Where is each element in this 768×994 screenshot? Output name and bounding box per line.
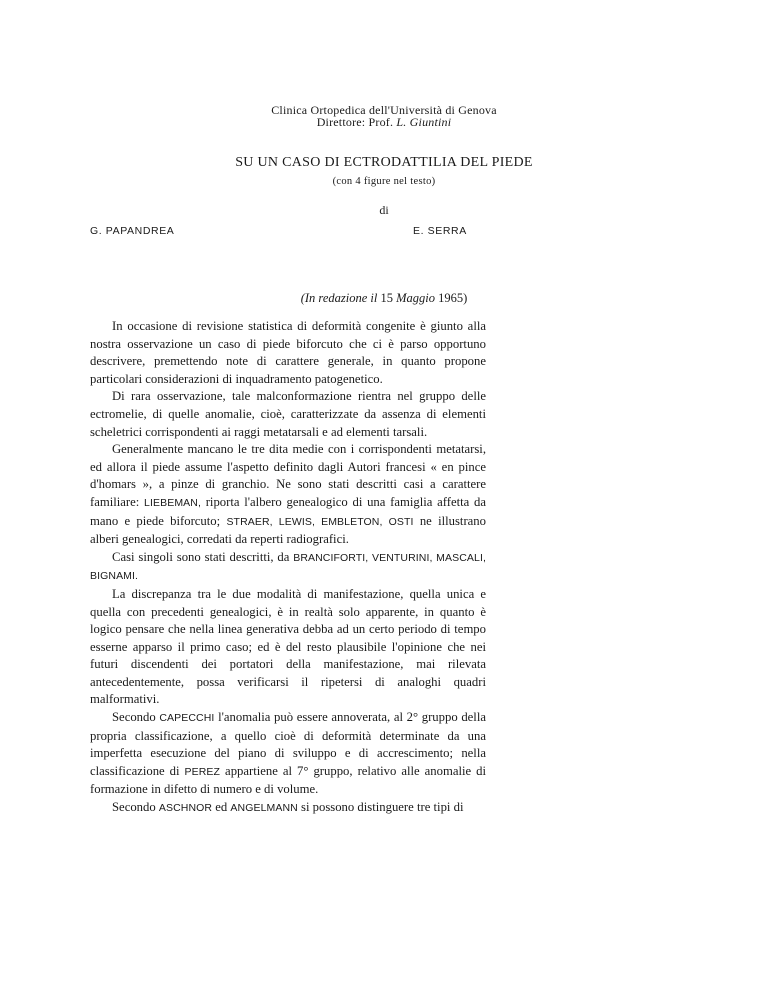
paragraph-6-text-a: Secondo	[112, 710, 160, 725]
paragraph-4-text-a: Casi singoli sono stati descritti, da	[112, 549, 294, 564]
paragraph-6-text-c: appartiene al 7° gruppo, relativo alle anomalie di formazione in difetto di numero e di volume.	[90, 763, 487, 797]
director-prefix: Direttore: Prof.	[316, 115, 397, 129]
paragraph-7	[90, 799, 486, 818]
author-reference: BRANCIFORTI, VENTURINI, MASCALI, BIGNAMI.	[90, 551, 487, 583]
received-month: Maggio	[396, 291, 435, 305]
paragraph-4	[90, 549, 486, 586]
institution-line: Clinica Ortopedica dell'Università di Genova	[271, 103, 497, 117]
paragraph-7-text-b: ed	[212, 800, 231, 815]
author-left: G. PAPANDREA	[90, 225, 175, 237]
author-reference: ASCHNOR	[158, 802, 213, 815]
received-day: 15	[377, 291, 397, 305]
received-phrase: In redazione il	[304, 291, 378, 305]
author-reference: PEREZ	[184, 765, 221, 778]
received-year: 1965)	[434, 291, 468, 305]
paragraph-7-text-a: Secondo	[112, 800, 159, 815]
paragraph-3-text-a: Generalmente mancano le tre dita medie con i corrispondenti metatarsi, ed allora il piede assume l'aspetto definito dagli Autori francesi « en pince d'homars », a pinze di granchio. Ne sono stati descritti casi a carattere familiare:	[90, 442, 486, 509]
author-right: E. SERRA	[413, 225, 467, 237]
paragraph-3-text-b: riporta l'albero genealogico di una famiglia affetta da mano e piede biforcuto;	[90, 494, 486, 528]
received-date	[0, 291, 768, 306]
paragraph-2: Di rara osservazione, tale malconformazione rientra nel gruppo delle ectromelie, di quelle anomalie, cioè, caratterizzate da assenza di elementi scheletrici corrispondenti ai raggi metatarsali e ad elementi tarsali.	[90, 389, 486, 439]
author-reference: ANGELMANN	[230, 802, 298, 815]
author-reference: LIEBEMAN,	[144, 496, 201, 509]
by-word: di	[379, 203, 389, 217]
paper-title: SU UN CASO DI ECTRODATTILIA DEL PIEDE	[235, 155, 533, 170]
director-name: L. Giuntini	[396, 115, 452, 129]
director-line	[0, 116, 768, 128]
paragraph-3	[90, 441, 486, 549]
paragraph-6	[90, 709, 486, 799]
paragraph-1: In occasione di revisione statistica di deformità congenite è giunto alla nostra osservazione un caso di piede biforcuto che ci è parso opportuno descrivere, premettendo note di carattere generale, in quanto propone particolari considerazioni di inquadramento patogenetico.	[90, 319, 486, 386]
paragraph-6-text-b: l'anomalia può essere annoverata, al 2° gruppo della propria classificazione, a quello cioè di deformità determinate da una imperfetta esecuzione del piano di sviluppo e di accrescimento; nella classificazione di	[90, 710, 486, 778]
paper-subtitle: (con 4 figure nel testo)	[332, 176, 436, 187]
received-open: (	[300, 291, 305, 305]
body-text	[90, 318, 486, 818]
paragraph-3-text-c: ne illustrano alberi genealogici, corredati da reperti radiografici.	[90, 513, 486, 547]
paragraph-5: La discrepanza tra le due modalità di manifestazione, quella unica e quella con precedenti genealogici, è in realtà solo apparente, in quanto è logico pensare che nella linea generativa debba ad un certo periodo di tempo esserne apparso il primo caso; ed è del resto plausibile l'opinione che nei futuri discendenti dei portatori della manifestazione, mai rilevata antecedentemente, possa verificarsi il ripetersi di analoghi quadri malformativi.	[90, 586, 486, 707]
author-reference: STRAER, LEWIS, EMBLETON, OSTI	[226, 515, 414, 528]
paragraph-7-text-c: si possono distinguere tre tipi di	[297, 800, 464, 815]
author-reference: CAPECCHI	[159, 712, 215, 725]
header-block	[0, 104, 768, 128]
